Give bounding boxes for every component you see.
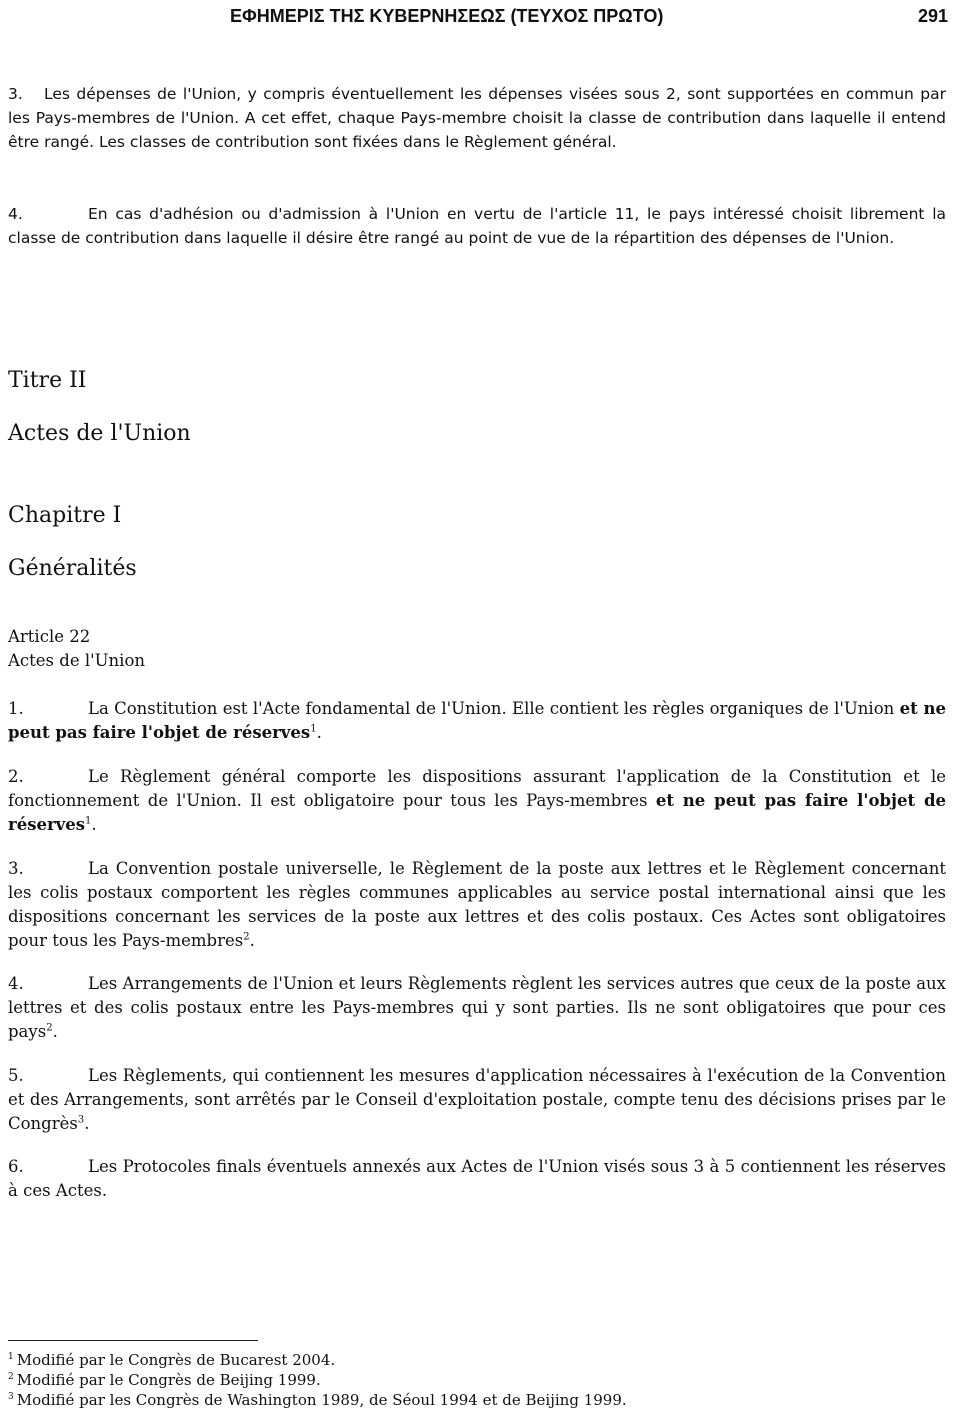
chapitre-heading: Chapitre I bbox=[8, 503, 122, 528]
footnote-mark: 1 bbox=[8, 1352, 14, 1362]
paragraph-text: La Convention postale universelle, le Règlement de la poste aux lettres et le Règlement concernant les colis postaux comportent les règles communes applicables au service postal international ainsi que les dispositions concernant les services de la poste aux lettres et des colis postaux. Ces Actes sont obligatoires pour tous les Pays-membres bbox=[8, 859, 946, 950]
paragraph-emphasis: et ne peut pas faire l'objet de réserves bbox=[8, 791, 946, 834]
article-paragraph-2 bbox=[8, 765, 946, 837]
footnote-ref: 1 bbox=[85, 815, 92, 827]
footnote-ref: 1 bbox=[310, 723, 317, 735]
paragraph-text: En cas d'adhésion ou d'admission à l'Union en vertu de l'article 11, le pays intéressé choisit librement la classe de contribution dans laquelle il désire être rangé au point de vue de la répartition des dépenses de l'Union. bbox=[8, 205, 946, 247]
footnote-ref: 2 bbox=[243, 931, 250, 943]
paragraph-end: . bbox=[52, 1022, 58, 1041]
footnote-ref: 2 bbox=[46, 1022, 53, 1034]
paragraph-number: 1. bbox=[8, 699, 24, 718]
footnote-ref: 3 bbox=[77, 1114, 85, 1126]
paragraph-number: 5. bbox=[8, 1066, 24, 1085]
paragraph-text: La Constitution est l'Acte fondamental de l'Union. Elle contient les règles organiques de l'Union bbox=[88, 699, 900, 718]
footnote-divider bbox=[8, 1340, 258, 1341]
footnote-text: Modifié par les Congrès de Washington 1989, de Séoul 1994 et de Beijing 1999. bbox=[16, 1391, 627, 1409]
footnote-1 bbox=[8, 1350, 335, 1370]
footnote-text: Modifié par le Congrès de Beijing 1999. bbox=[16, 1371, 321, 1389]
paragraph-text: Les dépenses de l'Union, y compris éventuellement les dépenses visées sous 2, sont supportées en commun par les Pays-membres de l'Union. A cet effet, chaque Pays-membre choisit la classe de contribution dans laquelle il entend être rangé. Les classes de contribution sont fixées dans le Règlement général. bbox=[8, 85, 946, 151]
paragraph-end: . bbox=[316, 723, 322, 742]
paragraph-number: 3. bbox=[8, 859, 24, 878]
article-heading: Article 22 bbox=[8, 627, 91, 646]
titre-heading: Titre II bbox=[8, 368, 87, 393]
intro-paragraph-4 bbox=[8, 202, 946, 250]
paragraph-text: Les Protocoles finals éventuels annexés aux Actes de l'Union visés sous 3 à 5 contiennent les réserves à ces Actes. bbox=[8, 1157, 946, 1200]
article-paragraph-5 bbox=[8, 1064, 946, 1136]
footnote-3 bbox=[8, 1390, 627, 1410]
footnote-2 bbox=[8, 1370, 321, 1390]
article-paragraph-3 bbox=[8, 857, 946, 953]
page-number: 291 bbox=[917, 6, 948, 26]
page-header bbox=[8, 6, 948, 34]
footnote-mark: 3 bbox=[8, 1392, 14, 1402]
paragraph-number: 6. bbox=[8, 1157, 24, 1176]
paragraph-number: 2. bbox=[8, 767, 24, 786]
paragraph-number: 3. bbox=[8, 85, 23, 103]
paragraph-number: 4. bbox=[8, 205, 23, 223]
gazette-title: ΕΦΗΜΕΡΙΣ ΤΗΣ ΚΥΒΕΡΝΗΣΕΩΣ (ΤΕΥΧΟΣ ΠΡΩΤΟ) bbox=[230, 6, 664, 26]
article-paragraph-1 bbox=[8, 697, 946, 745]
paragraph-emphasis: et ne peut pas faire l'objet de réserves bbox=[8, 699, 946, 742]
paragraph-text: Le Règlement général comporte les dispositions assurant l'application de la Constitution et le fonctionnement de l'Union. Il est obligatoire pour tous les Pays-membres bbox=[8, 767, 946, 810]
paragraph-end: . bbox=[249, 931, 255, 950]
footnote-text: Modifié par le Congrès de Bucarest 2004. bbox=[16, 1351, 336, 1369]
chapitre-name: Généralités bbox=[8, 556, 137, 581]
intro-paragraph-3 bbox=[8, 82, 946, 154]
paragraph-text: Les Arrangements de l'Union et leurs Règlements règlent les services autres que ceux de la poste aux lettres et des colis postaux entre les Pays-membres qui y sont parties. Ils ne sont obligatoires que pour ces pays bbox=[8, 974, 946, 1041]
paragraph-text: Les Règlements, qui contiennent les mesures d'application nécessaires à l'exécution de la Convention et des Arrangements, sont arrêtés par le Conseil d'exploitation postale, compte tenu des décisions prises par le Congrès bbox=[8, 1066, 946, 1133]
article-paragraph-4 bbox=[8, 972, 946, 1044]
footnote-mark: 2 bbox=[8, 1372, 14, 1382]
article-name: Actes de l'Union bbox=[8, 651, 146, 670]
paragraph-number: 4. bbox=[8, 974, 24, 993]
article-paragraph-6 bbox=[8, 1155, 946, 1203]
paragraph-end: . bbox=[91, 815, 97, 834]
titre-name: Actes de l'Union bbox=[8, 421, 191, 446]
paragraph-end: . bbox=[84, 1114, 90, 1133]
